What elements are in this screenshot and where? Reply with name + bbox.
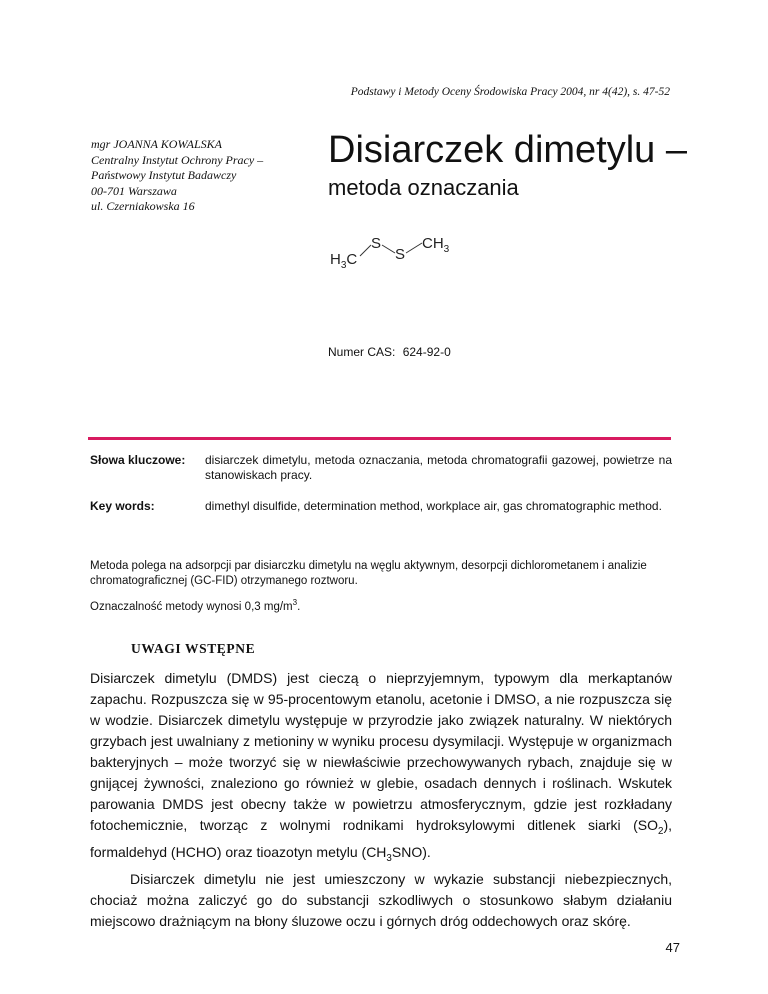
body-text [90, 668, 672, 932]
cas-value: 624-92-0 [402, 345, 451, 359]
keywords-row-pl [90, 453, 672, 499]
author-affiliation-line1: Centralny Instytut Ochrony Pracy – [91, 152, 264, 167]
article-title: Disiarczek dimetylu – [328, 129, 687, 171]
cas-label: Numer CAS: [328, 345, 396, 359]
page-number: 47 [665, 940, 680, 955]
keywords-row-en [90, 499, 672, 514]
abstract-paragraph-2: Oznaczalność metody wynosi 0,3 $mg/m^3$. [90, 598, 301, 613]
formula-sulfur-2: S [395, 246, 406, 263]
section-divider [88, 437, 671, 440]
formula-ch3: $CH_3$ [422, 235, 450, 255]
keywords-label-pl: Słowa kluczowe: [90, 453, 186, 467]
article-subtitle: metoda oznaczania [328, 175, 519, 200]
formula-h3c: $H_3C$ [330, 251, 358, 271]
journal-citation: Podstawy i Metody Oceny Środowiska Pracy 2004, nr 4(42), s. 47-52 [350, 86, 670, 98]
structural-formula [326, 228, 476, 272]
formula-sulfur-1: S [371, 235, 382, 252]
author-block [91, 137, 311, 215]
body-paragraph-1: Disiarczek dimetylu (DMDS) jest cieczą o nieprzyjemnym, typowym dla merkaptanów zapachu. Rozpuszcza się w 95-procentowym etanolu, acetonie i DMSO, a nie rozpuszcza się w wodzie. Disiarczek dimetylu występuje w przyrodzie jako związek naturalny. W niektórych grzybach jest uwalniany z metioniny w wyniku procesu dysymilacji. Występuje w organizmach bakteryjnych – może tworzyć się w niewłaściwie przechowywanych rybach, znajduje się w gnijącej żywności, znaleziono go również w glebie, osadach dennych i roślinach. Wskutek parowania DMDS jest obecny także w powietrzu atmosferycznym, gdzie jest rozkładany fotochemicznie, tworząc z wolnymi rodnikami hydroksylowymi ditlenek siarki $(SO_2)$, formaldehyd (HCHO) oraz tioazotyn metylu $(CH_3SNO)$. [90, 670, 672, 864]
keywords-table [90, 453, 672, 514]
author-postal: 00-701 Warszawa [91, 183, 177, 198]
author-affiliation-line2: Państwowy Instytut Badawczy [91, 168, 237, 182]
abstract [90, 559, 672, 622]
abstract-paragraph-1: Metoda polega na adsorpcji par disiarczku dimetylu na węglu aktywnym, desorpcji dichlorometanem i analizie chromatograficznej (GC-FID) otrzymanego roztworu. [90, 560, 647, 587]
keywords-value-pl: disiarczek dimetylu, metoda oznaczania, metoda chromatografii gazowej, powietrze na stanowiskach pracy. [205, 453, 672, 482]
section-heading: UWAGI WSTĘPNE [131, 641, 256, 656]
author-name: mgr JOANNA KOWALSKA [91, 137, 222, 151]
keywords-value-en: dimethyl disulfide, determination method, workplace air, gas chromatographic method. [205, 499, 662, 513]
formula-bonds [360, 243, 422, 256]
body-paragraph-2: Disiarczek dimetylu nie jest umieszczony w wykazie substancji niebezpiecznych, chociaż można zaliczyć go do substancji szkodliwych o stosunkowo słabym działaniu miejscowo drażniącym na błony śluzowe oczu i górnych dróg oddechowych oraz skórę. [90, 870, 672, 929]
author-street: ul. Czerniakowska 16 [91, 199, 195, 213]
cas-number [328, 345, 451, 359]
keywords-label-en: Key words: [90, 499, 155, 513]
